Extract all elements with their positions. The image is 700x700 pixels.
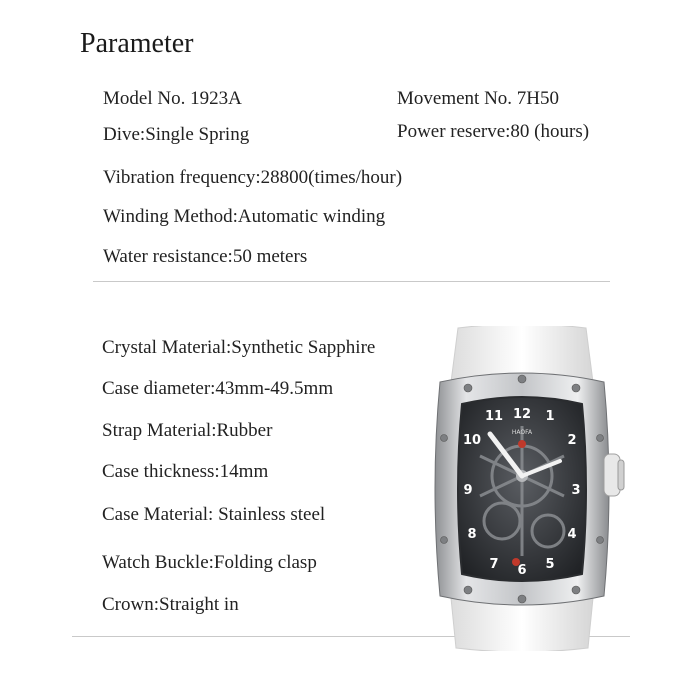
- dial-numeral: 9: [463, 483, 473, 498]
- dial-numeral: 3: [571, 483, 581, 498]
- spec-crystal: Crystal Material:Synthetic Sapphire: [102, 337, 376, 358]
- brand-logo: HAOFA: [511, 429, 533, 436]
- spec-crown: Crown:Straight in: [102, 594, 239, 615]
- spec-dive: Dive:Single Spring: [103, 124, 250, 145]
- spec-vibration: Vibration frequency:28800(times/hour): [103, 167, 403, 188]
- spec-movement: Movement No. 7H50: [397, 88, 560, 109]
- page-title: Parameter: [80, 28, 194, 59]
- divider-top: [93, 281, 610, 282]
- spec-diameter: Case diameter:43mm-49.5mm: [102, 378, 334, 399]
- spec-model: Model No. 1923A: [103, 88, 242, 109]
- dial-numeral: 8: [467, 527, 477, 542]
- watch-product-image: [410, 326, 635, 651]
- spec-strap: Strap Material:Rubber: [102, 420, 273, 441]
- spec-case-material: Case Material: Stainless steel: [102, 504, 326, 525]
- spec-thickness: Case thickness:14mm: [102, 461, 269, 482]
- dial-numeral: 1: [545, 409, 555, 424]
- spec-power-reserve: Power reserve:80 (hours): [397, 121, 590, 142]
- dial-numeral: 12: [512, 407, 532, 422]
- dial-numeral: 6: [517, 563, 527, 578]
- dial-numeral: 11: [484, 409, 504, 424]
- dial-numeral: 2: [567, 433, 577, 448]
- dial-numeral: 5: [545, 557, 555, 572]
- spec-winding: Winding Method:Automatic winding: [103, 206, 386, 227]
- dial-numeral: 4: [567, 527, 577, 542]
- dial-numeral: 7: [489, 557, 499, 572]
- spec-buckle: Watch Buckle:Folding clasp: [102, 552, 317, 573]
- dial-numeral: 10: [462, 433, 482, 448]
- spec-water: Water resistance:50 meters: [103, 246, 308, 267]
